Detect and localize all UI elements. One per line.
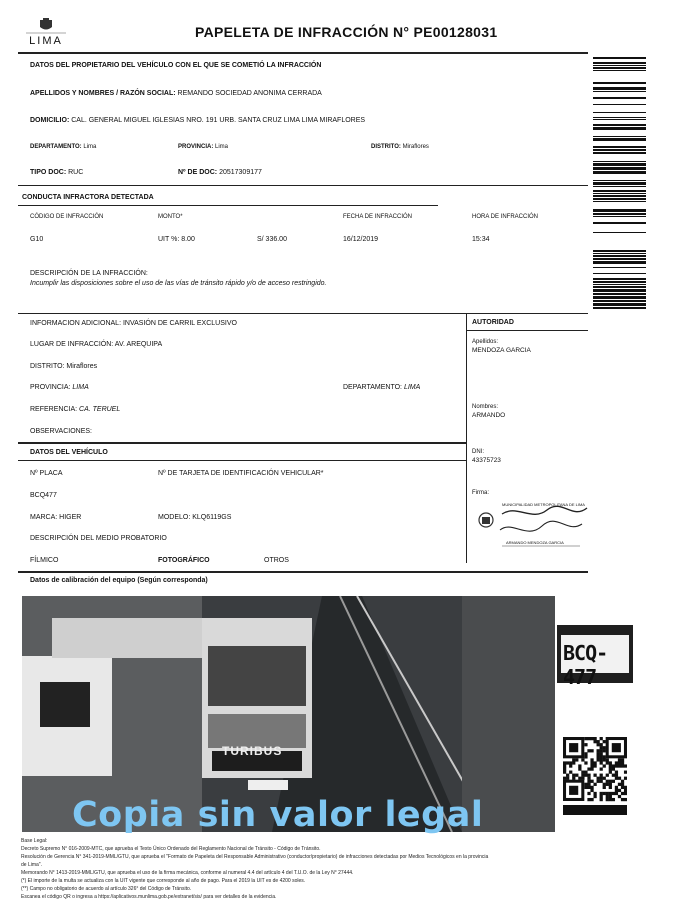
vehicle-top-divider [18, 442, 466, 444]
owner-doc-type-row [30, 169, 83, 176]
owner-district-value: Miraflores [402, 144, 429, 150]
authority-title: AUTORIDAD [472, 319, 514, 326]
barcode-icon [593, 57, 646, 310]
owner-department-value: Lima [83, 144, 97, 150]
owner-doc-number-value: 20517309177 [219, 169, 262, 176]
vehicle-plate-label: Nº PLACA [30, 470, 63, 477]
conduct-time-label: HORA DE INFRACCIÓN [472, 214, 539, 220]
authority-signature [472, 500, 597, 558]
legal-line-3: Resolución de Gerencia N° 341-2019-MML/GTU, que aprueba el "Formato de Papeleta del Responsable Administrativo (conductor/propietario) de infracciones detectadas por Medios Tecnológicos en la provincia [21, 854, 489, 860]
vehicle-title-underline [18, 460, 466, 461]
vehicle-model: MODELO: KLQ6119GS [158, 514, 232, 521]
legal-line-5: Memorando N° 1413-2019-MML/GTU, que aprueba el uso de la firma mecánica, conforme al numeral 4.4 del artículo 4 del T.U.O. de la Ley N° 27444. [21, 870, 354, 876]
conduct-amount-label: MONTO* [158, 214, 183, 220]
vehicle-evidence-label: DESCRIPCIÓN DEL MEDIO PROBATORIO [30, 535, 167, 542]
stamp-line1: MUNICIPALIDAD METROPOLITANA DE LIMA [502, 502, 585, 507]
qr-code[interactable] [563, 737, 627, 817]
stamp-name: ARMANDO MENDOZA GARCIA [506, 540, 564, 545]
conduct-amount-value: S/ 336.00 [257, 236, 287, 243]
vehicle-brand: MARCA: HIGER [30, 514, 82, 521]
vehicle-section-title: DATOS DEL VEHÍCULO [30, 449, 108, 456]
conduct-description-label: DESCRIPCIÓN DE LA INFRACCIÓN: [30, 270, 148, 277]
conduct-date-label: FECHA DE INFRACCIÓN [343, 214, 413, 220]
owner-province-row [178, 144, 228, 150]
conduct-reference-row [30, 406, 120, 413]
barcode [593, 57, 646, 310]
owner-name-label: APELLIDOS Y NOMBRES / RAZÓN SOCIAL: [30, 90, 176, 97]
owner-section-title: DATOS DEL PROPIETARIO DEL VEHÍCULO CON EL QUE SE COMETIÓ LA INFRACCIÓN [30, 62, 322, 69]
authority-dni-label: DNI: [472, 449, 484, 455]
conduct-description-value: Incumplir las disposiciones sobre el uso de las vías de tránsito rápido y/o de acceso restringido. [30, 280, 327, 287]
conduct-department-label: DEPARTAMENTO: [343, 384, 402, 391]
legal-line-1: Base Legal: [21, 838, 48, 844]
legal-line-6: (*) El importe de la multa se actualiza con la UIT vigente que corresponde al año de pago. Para el 2019 la UIT es de 4200 soles. [21, 878, 306, 884]
authority-signature-label: Firma: [472, 490, 489, 496]
legal-line-8: Escanea el código QR o ingresa a https://aplicativos.munlima.gob.pe/extranet/sis/ para ver detalles de la evidencia. [21, 894, 277, 900]
conduct-province-label: PROVINCIA: [30, 384, 71, 391]
owner-district-label: DISTRITO: [371, 144, 401, 150]
conduct-additional-info: INFORMACION ADICIONAL: INVASIÓN DE CARRIL EXCLUSIVO [30, 320, 237, 327]
authority-column-divider [466, 313, 467, 563]
conduct-title-underline [18, 205, 438, 206]
conduct-province-row [30, 384, 89, 391]
vehicle-evidence-photo: FOTOGRÁFICO [158, 557, 210, 564]
plate-crop-text: BCQ-477 [563, 641, 608, 689]
calibration-title: Datos de calibración del equipo (Según corresponda) [30, 577, 208, 584]
owner-address-value: CAL. GENERAL MIGUEL IGLESIAS NRO. 191 URB. SANTA CRUZ LIMA LIMA MIRAFLORES [71, 117, 366, 124]
conduct-observations: OBSERVACIONES: [30, 428, 92, 435]
owner-address-row [30, 117, 365, 124]
conduct-code-label: CÓDIGO DE INFRACCIÓN [30, 214, 104, 220]
owner-divider [18, 185, 588, 186]
owner-doc-type-value: RUC [68, 169, 84, 176]
conduct-section-title: CONDUCTA INFRACTORA DETECTADA [22, 194, 154, 201]
legal-line-4: de Lima". [21, 862, 42, 868]
bus-label: TURIBUS [222, 744, 283, 758]
vehicle-evidence-film: FÍLMICO [30, 557, 59, 564]
owner-address-label: DOMICILIO: [30, 117, 70, 124]
authority-names-value: ARMANDO [472, 412, 506, 419]
owner-department-row [30, 144, 96, 150]
owner-doc-number-label: Nº DE DOC: [178, 169, 218, 176]
owner-doc-type-label: TIPO DOC: [30, 169, 67, 176]
owner-name-row [30, 90, 322, 97]
watermark: Copia sin valor legal [72, 795, 484, 835]
vehicle-plate-value: BCQ477 [30, 492, 57, 499]
owner-province-value: Lima [215, 144, 229, 150]
vehicle-bottom-divider [18, 571, 588, 573]
conduct-date-value: 16/12/2019 [343, 236, 379, 243]
signature-stamp-icon [472, 500, 597, 558]
lima-logo [22, 18, 70, 50]
owner-district-row [371, 144, 429, 150]
qr-code-icon [563, 737, 627, 817]
conduct-department-value: LIMA [403, 384, 421, 391]
conduct-province-value: LIMA [72, 384, 89, 391]
authority-names-label: Nombres: [472, 404, 499, 410]
owner-department-label: DEPARTAMENTO: [30, 144, 82, 150]
page-title: PAPELETA DE INFRACCIÓN N° PE00128031 [195, 24, 498, 40]
conduct-reference-value: CA. TERUEL [79, 406, 121, 413]
conduct-uit-value: UIT %: 8.00 [158, 236, 195, 243]
owner-name-value: REMANDO SOCIEDAD ANONIMA CERRADA [177, 90, 322, 97]
legal-line-2: Decreto Supremo N° 016-2009-MTC, que aprueba el Texto Único Ordenado del Reglamento Nacional de Tránsito - Código de Tránsito. [21, 846, 321, 852]
legal-line-7: (**) Campo no obligatorio de acuerdo al artículo 326° del Código de Tránsito. [21, 886, 192, 892]
vehicle-evidence-other: OTROS [264, 557, 289, 564]
plate-crop [557, 625, 633, 689]
authority-title-underline [466, 330, 588, 331]
owner-doc-number-row [178, 169, 262, 176]
conduct-district: DISTRITO: Miraflores [30, 363, 98, 370]
vehicle-card-label: Nº DE TARJETA DE IDENTIFICACIÓN VEHICULAR* [158, 470, 324, 477]
conduct-time-value: 15:34 [472, 236, 490, 243]
conduct-department-row [343, 384, 420, 391]
conduct-reference-label: REFERENCIA: [30, 406, 78, 413]
header-divider [18, 52, 588, 54]
authority-dni-value: 43375723 [472, 457, 501, 464]
conduct-divider [18, 313, 588, 314]
authority-surnames-value: MENDOZA GARCIA [472, 347, 531, 354]
logo-text: LIMA [29, 35, 63, 47]
authority-surnames-label: Apellidos: [472, 339, 499, 345]
owner-province-label: PROVINCIA: [178, 144, 214, 150]
conduct-place: LUGAR DE INFRACCIÓN: AV. AREQUIPA [30, 341, 163, 348]
conduct-code-value: G10 [30, 236, 44, 243]
